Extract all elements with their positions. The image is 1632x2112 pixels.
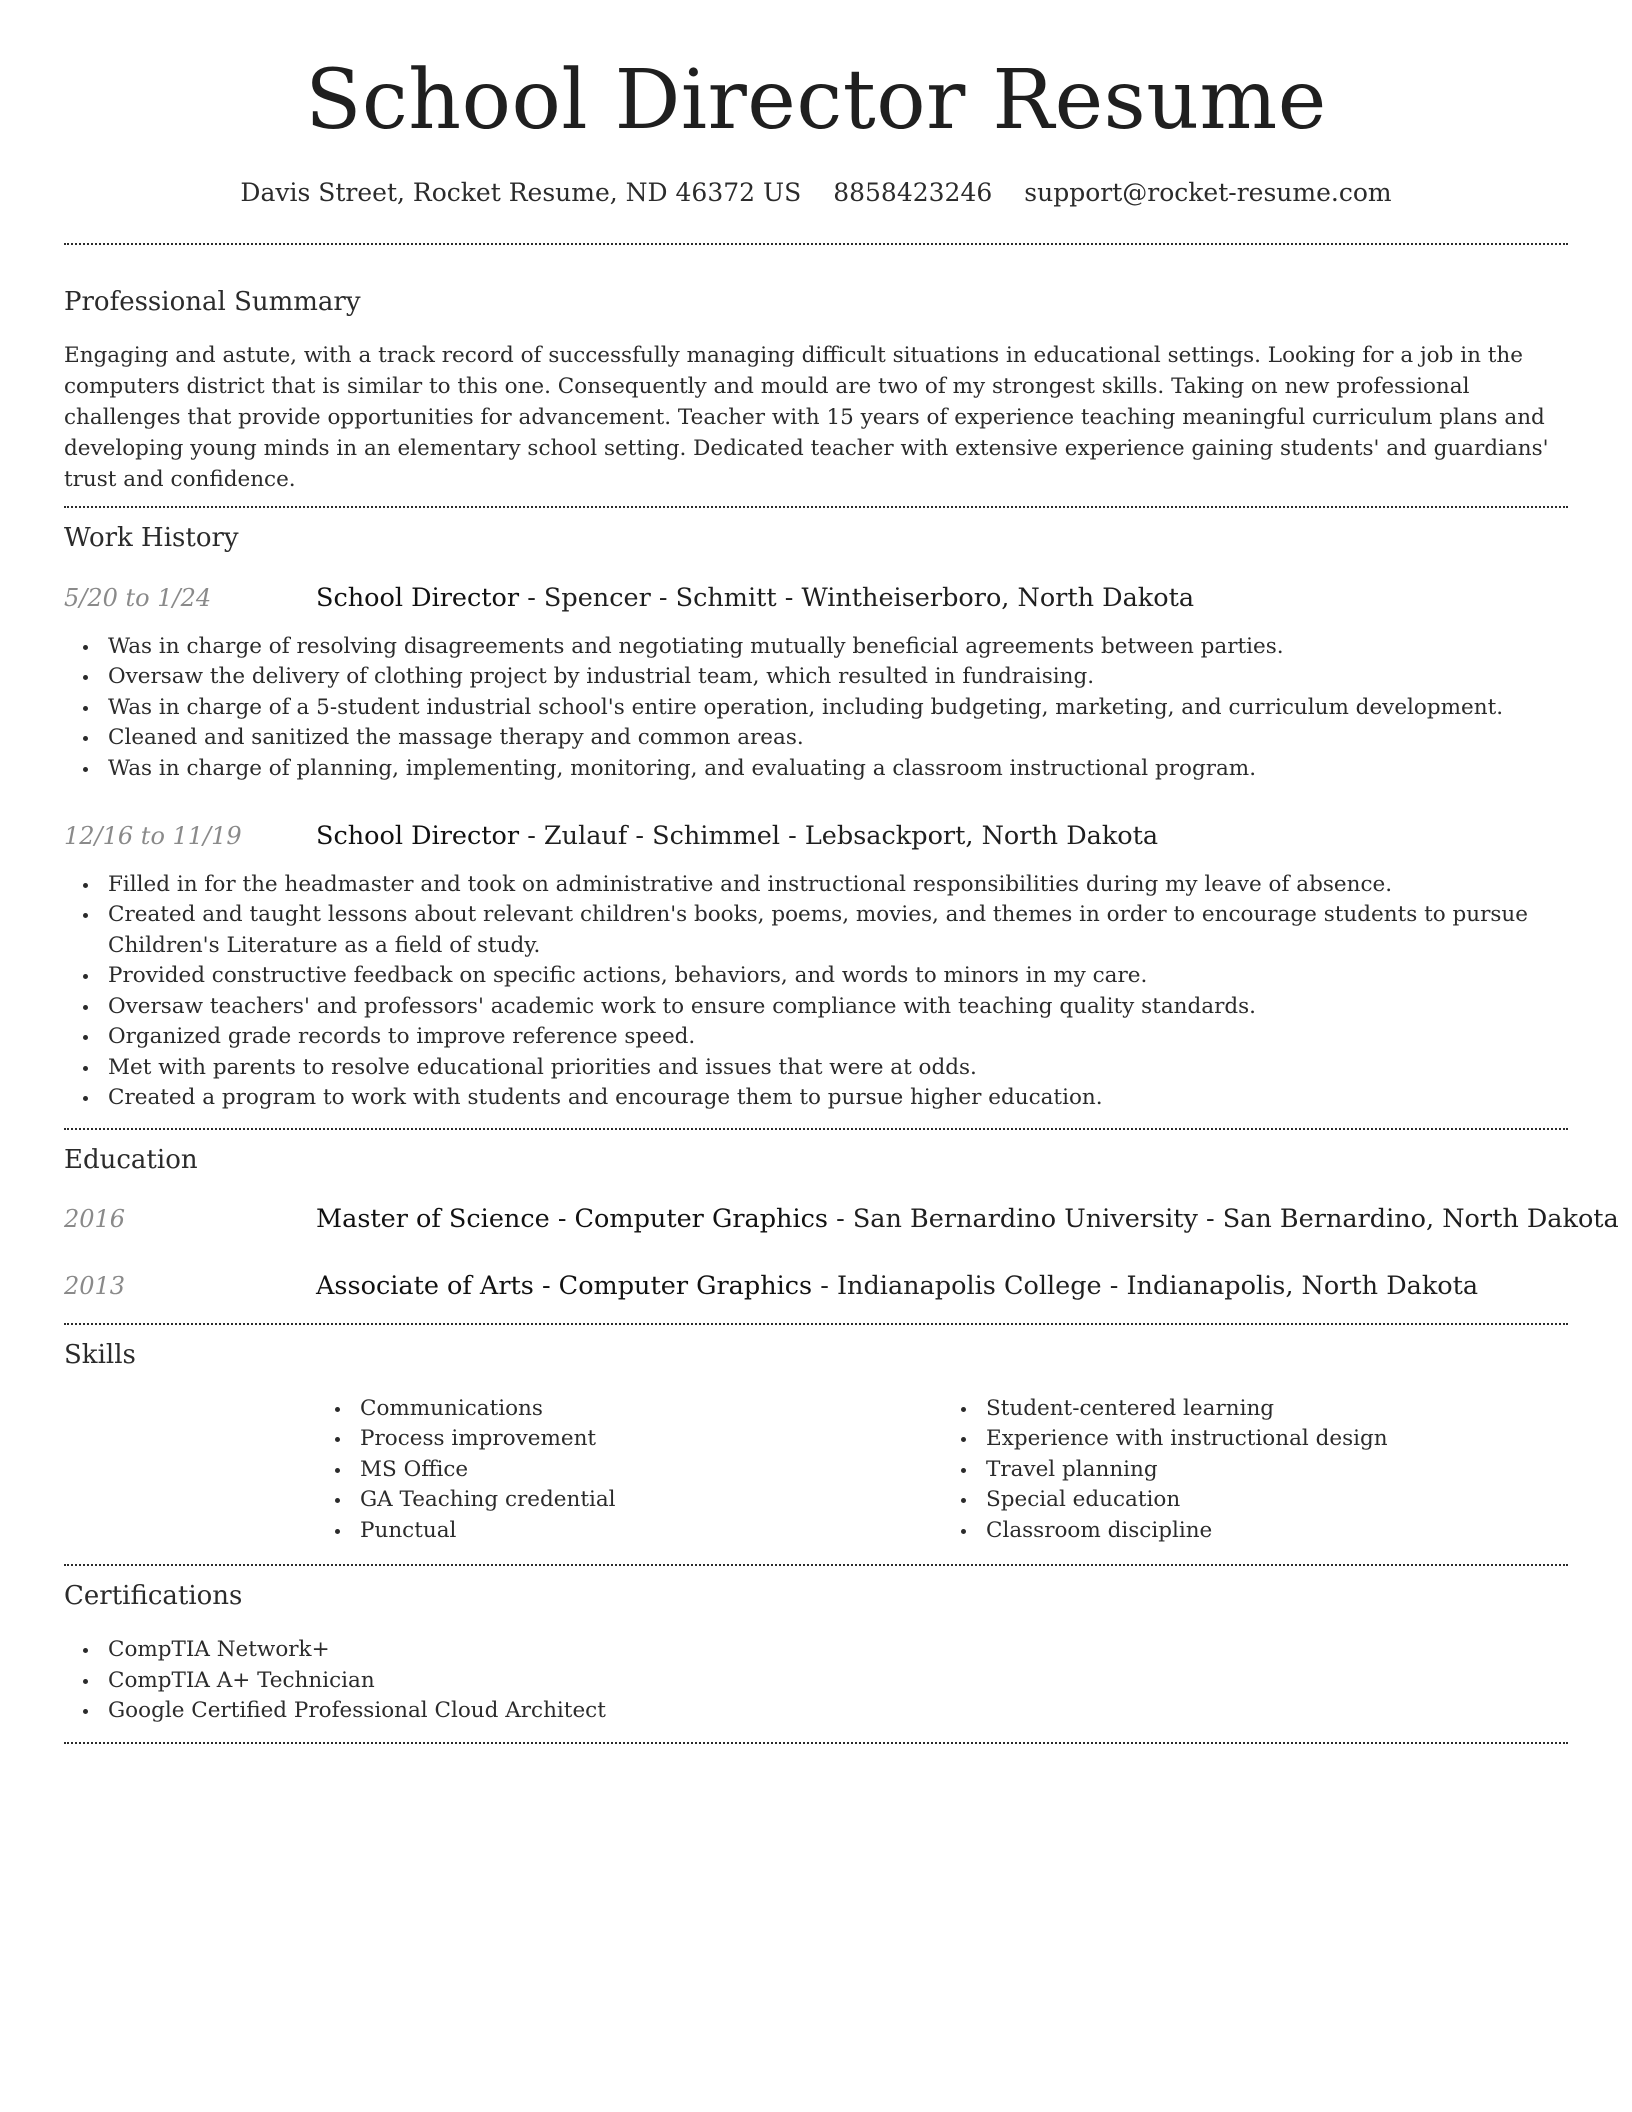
job-heading xyxy=(316,583,1195,613)
skills-grid xyxy=(316,1394,1568,1547)
divider xyxy=(64,506,1568,508)
list-item: Met with parents to resolve educational priorities and issues that were at odds. xyxy=(108,1053,1568,1084)
list-item: Organized grade records to improve reference speed. xyxy=(108,1022,1568,1053)
list-item: Was in charge of planning, implementing, monitoring, and evaluating a classroom instructional program. xyxy=(108,754,1568,785)
skill-item: Experience with instructional design xyxy=(986,1424,1568,1455)
divider xyxy=(64,1128,1568,1130)
skill-item: MS Office xyxy=(360,1455,942,1486)
education-degree: Associate of Arts - Computer Graphics xyxy=(316,1271,813,1301)
list-item: Created a program to work with students and encourage them to pursue higher education. xyxy=(108,1083,1568,1114)
list-item: Provided constructive feedback on specific actions, behaviors, and words to minors in my care. xyxy=(108,961,1568,992)
job-details: - Zulauf - Schimmel - Lebsackport, North Dakota xyxy=(519,821,1159,851)
certification-item: Google Certified Professional Cloud Architect xyxy=(108,1696,1568,1727)
section-title-certifications: Certifications xyxy=(64,1581,243,1611)
education-entry xyxy=(64,1203,1619,1234)
skill-item: Communications xyxy=(360,1394,942,1425)
education-year: 2016 xyxy=(64,1204,126,1233)
education-heading xyxy=(316,1271,1479,1301)
list-item: Filled in for the headmaster and took on administrative and instructional responsibilities during my leave of absence. xyxy=(108,870,1568,901)
education-degree: Master of Science - Computer Graphics xyxy=(316,1203,829,1234)
contact-line xyxy=(64,180,1568,205)
section-title-skills: Skills xyxy=(64,1339,136,1370)
certification-item: CompTIA Network+ xyxy=(108,1635,1568,1666)
skill-item: Travel planning xyxy=(986,1455,1568,1486)
certification-item: CompTIA A+ Technician xyxy=(108,1666,1568,1697)
list-item: Oversaw the delivery of clothing project by industrial team, which resulted in fundraising. xyxy=(108,662,1568,693)
job-entry xyxy=(64,583,1568,613)
skill-item: Special education xyxy=(986,1485,1568,1516)
divider xyxy=(64,1564,1568,1566)
section-title-work-history: Work History xyxy=(64,523,239,553)
job-bullets xyxy=(64,632,1568,785)
contact-address: Davis Street, Rocket Resume, ND 46372 US xyxy=(240,178,802,207)
skill-item: Student-centered learning xyxy=(986,1394,1568,1425)
list-item: Oversaw teachers' and professors' academic work to ensure compliance with teaching quality standards. xyxy=(108,992,1568,1023)
resume-title: School Director Resume xyxy=(305,53,1327,148)
job-details: - Spencer - Schmitt - Wintheiserboro, North Dakota xyxy=(519,583,1195,613)
list-item: Was in charge of resolving disagreements and negotiating mutually beneficial agreements between parties. xyxy=(108,632,1568,663)
job-title: School Director xyxy=(316,583,520,613)
section-title-summary: Professional Summary xyxy=(64,287,361,317)
education-year: 2013 xyxy=(64,1272,126,1300)
skill-item: Process improvement xyxy=(360,1424,942,1455)
skill-item: Classroom discipline xyxy=(986,1516,1568,1547)
education-heading xyxy=(316,1203,1619,1234)
list-item: Was in charge of a 5-student industrial school's entire operation, including budgeting, marketing, and curriculum development. xyxy=(108,693,1568,724)
skill-item: GA Teaching credential xyxy=(360,1485,942,1516)
divider xyxy=(64,1323,1568,1325)
job-dates: 12/16 to 11/19 xyxy=(64,822,242,850)
list-item: Created and taught lessons about relevant children's books, poems, movies, and themes in order to encourage students to pursue Children's Literature as a field of study. xyxy=(108,900,1568,961)
job-dates: 5/20 to 1/24 xyxy=(64,584,212,612)
contact-phone: 8858423246 xyxy=(833,178,993,207)
section-title-education: Education xyxy=(64,1144,198,1175)
divider xyxy=(64,1742,1568,1744)
certifications-list xyxy=(64,1635,1568,1727)
skill-item: Punctual xyxy=(360,1516,942,1547)
contact-email: support@rocket-resume.com xyxy=(1024,178,1392,207)
job-bullets xyxy=(64,870,1568,1114)
job-heading xyxy=(316,821,1159,851)
education-entry xyxy=(64,1271,1568,1301)
education-school: - San Bernardino University - San Bernardino, North Dakota xyxy=(828,1203,1619,1234)
summary-text: Engaging and astute, with a track record of successfully managing difficult situations in educational settings. Looking for a job in the computers district that is similar to this one. Consequently and mould are two of my strongest skills. Taking on new professional challenges that provide opportunities for advancement. Teacher with 15 years of experience teaching meaningful curriculum plans and developing young minds in an elementary school setting. Dedicated teacher with extensive experience gaining students' and guardians' trust and confidence. xyxy=(64,343,1549,492)
list-item: Cleaned and sanitized the massage therapy and common areas. xyxy=(108,723,1568,754)
job-title: School Director xyxy=(316,821,520,851)
job-entry xyxy=(64,821,1568,851)
divider xyxy=(64,243,1568,245)
education-school: - Indianapolis College - Indianapolis, North Dakota xyxy=(812,1271,1479,1301)
skills-column-left xyxy=(316,1394,942,1547)
skills-column-right xyxy=(942,1394,1568,1547)
